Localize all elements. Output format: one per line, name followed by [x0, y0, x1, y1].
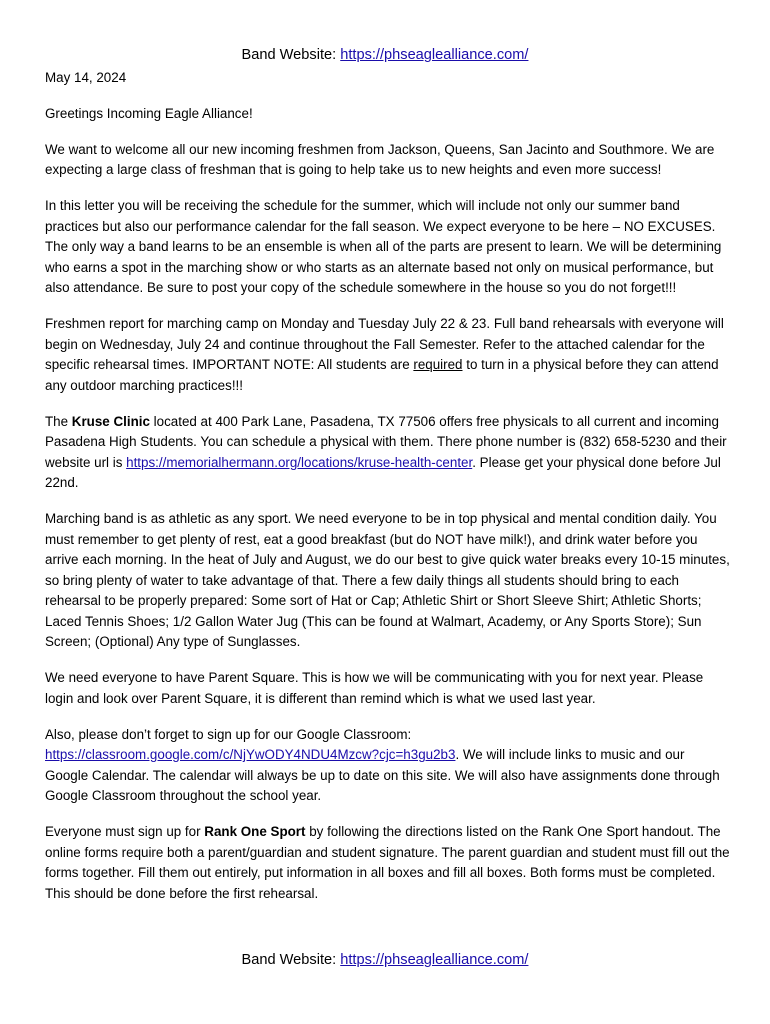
paragraph-athletics: Marching band is as athletic as any sport. We need everyone to be in top physical and mental condition daily. You must remember to get plenty of rest, eat a good breakfast (but do NOT have milk!), and drink water before you arrive each morning. In the heat of July and August, we do our best to give quick water breaks every 10-15 minutes, so bring plenty of water to take advantage of that. There a few daily things all students should bring to each rehearsal to be properly prepared: Some sort of Hat or Cap; Athletic Shirt or Short Sleeve Shirt; Athletic Shorts; Laced Tennis Shoes; 1/2 Gallon Water Jug (This can be found at Walmart, Academy, or Any Sports Store); Sun Screen; (Optional) Any type of Sunglasses.: [45, 511, 730, 649]
physicals-text-mid: located at 400 Park Lane, Pasadena, TX 77506 offers free physicals to all current and incoming Pasadena High Students. You can schedule a physical with them. There phone number is (832) 658-5230 and their website url is: [45, 413, 727, 470]
paragraph-physicals: [45, 412, 730, 494]
paragraph-marching-camp: [45, 314, 730, 396]
paragraph-parent-square: We need everyone to have Parent Square. This is how we will be communicating with you for next year. Please login and look over Parent Square, it is different than remind which is what we used last year.: [45, 670, 704, 706]
rank-one-text: Everyone must sign up for: [45, 824, 205, 839]
camp-text-end: to turn in a physical before they can attend any outdoor marching practices!!!: [45, 357, 719, 393]
required-word: required: [413, 357, 463, 372]
physicals-text-end: . Please get your physical done before Jul 22nd.: [45, 454, 721, 490]
clinic-link[interactable]: https://memorialhermann.org/locations/kruse-health-center: [126, 454, 473, 470]
classroom-text-end: . We will include links to music and our Google Calendar. The calendar will always be up to date on this site. We will also have assignments done through Google Classroom throughout the school year.: [45, 747, 720, 803]
header-band-website: [0, 45, 770, 65]
rank-one-sport: Rank One Sport: [204, 824, 306, 839]
clinic-name: Kruse Clinic: [71, 413, 150, 429]
physicals-text: The: [45, 413, 72, 429]
classroom-link[interactable]: https://classroom.google.com/c/NjYwODY4NDU4Mzcw?cjc=h3gu2b3: [45, 747, 456, 762]
header-band-link[interactable]: https://phseaglealliance.com/: [340, 47, 529, 63]
paragraph-welcome: We want to welcome all our new incoming freshmen from Jackson, Queens, San Jacinto and Southmore. We are expecting a large class of freshman that is going to help take us to new heights and even more success!: [45, 141, 715, 177]
letter-date: May 14, 2024: [45, 70, 127, 85]
paragraph-rank-one: [45, 822, 730, 904]
footer-band-website: [0, 950, 770, 970]
letter-body: [45, 68, 730, 920]
greeting: Greetings Incoming Eagle Alliance!: [45, 105, 253, 121]
classroom-text: Also, please don’t forget to sign up for our Google Classroom:: [45, 726, 412, 742]
footer-band-link[interactable]: https://phseaglealliance.com/: [340, 952, 529, 968]
rank-one-text-end: by following the directions listed on the Rank One Sport handout. The online forms require both a parent/guardian and student signature. The parent guardian and student must fill out the forms together. Fill them out entirely, put information in all boxes and fill all boxes. Both forms must be completed. This should be done before the first rehearsal.: [45, 824, 730, 901]
camp-text: Freshmen report for marching camp on Monday and Tuesday July 22 & 23. Full band rehearsals with everyone will begin on Wednesday, July 24 and continue throughout the Fall Semester. Refer to the attached calendar for the specific rehearsal times. IMPORTANT NOTE: All students are: [45, 316, 724, 372]
paragraph-google-classroom: [45, 725, 730, 807]
header-band-label: Band Website:: [241, 47, 341, 63]
footer-band-label: Band Website:: [241, 952, 341, 968]
paragraph-schedule: In this letter you will be receiving the schedule for the summer, which will include not only our summer band practices but also our performance calendar for the fall season. We expect everyone to be here – NO EXCUSES. The only way a band learns to be an ensemble is when all of the parts are present to learn. We will be determining who earns a spot in the marching show or who starts as an alternate based not only on musical performance, but also attendance. Be sure to post your copy of the schedule somewhere in the house so you do not forget!!!: [45, 198, 722, 295]
